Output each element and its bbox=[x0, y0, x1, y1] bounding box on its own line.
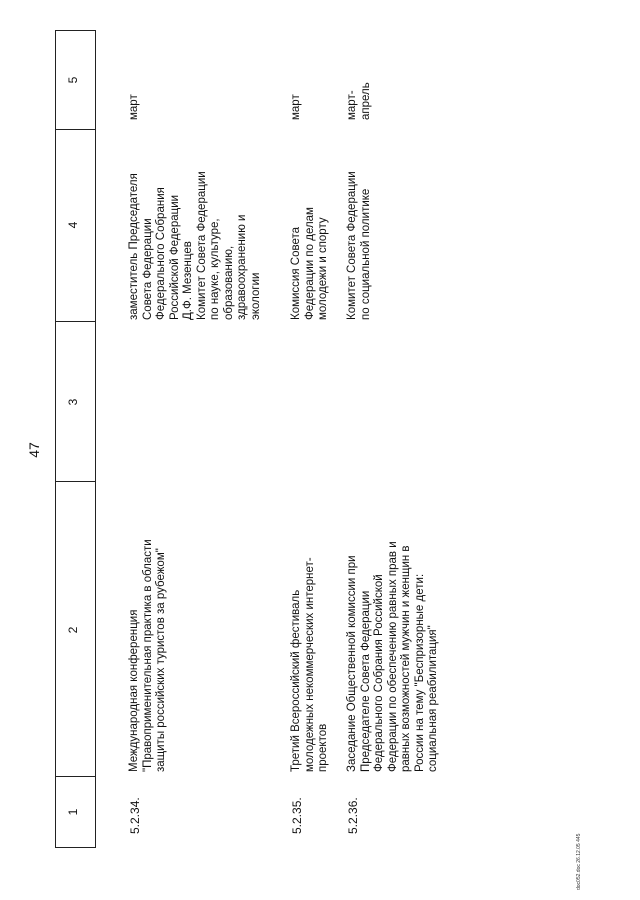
column-number-1: 1 bbox=[66, 808, 80, 816]
column-number-2: 2 bbox=[66, 626, 80, 634]
document-footer: doc052.doc 26.12.05 445 bbox=[576, 833, 582, 890]
header-divider-left bbox=[55, 847, 95, 848]
event-date: март bbox=[128, 94, 140, 120]
column-number-4: 4 bbox=[66, 221, 80, 229]
row-number: 5.2.35. bbox=[290, 797, 304, 834]
event-date: март- апрель bbox=[346, 82, 372, 120]
event-date: март bbox=[290, 94, 302, 120]
header-divider-2-3 bbox=[55, 481, 95, 482]
event-title: Третий Всероссийский фестиваль молодежных некоммерческих интернет- проектов bbox=[290, 557, 329, 772]
column-number-5: 5 bbox=[66, 76, 80, 84]
responsible: заместитель Председателя Совета Федерации Федерального Собрания Российской Федерации Д.Ф. Мезенцев Комитет Совета Федерации по науке, культуре, образованию, здравоохранению и экологии bbox=[128, 171, 262, 320]
header-divider-right bbox=[55, 30, 95, 31]
header-bottom-border bbox=[95, 30, 96, 848]
responsible: Комиссия Совета Федерации по делам молодежи и спорту bbox=[290, 207, 329, 320]
header-divider-1-2 bbox=[55, 776, 95, 777]
row-number: 5.2.36. bbox=[346, 797, 360, 834]
event-title: Заседание Общественной комиссии при Председателе Совета Федерации Федерального Собрания Российской Федерации по обеспечению равных прав и равных возможностей мужчин и женщин в России на тему "Беспризорные дети: социальная реабилитация" bbox=[346, 541, 439, 772]
row-number: 5.2.34. bbox=[128, 797, 142, 834]
column-number-3: 3 bbox=[66, 398, 80, 406]
header-divider-3-4 bbox=[55, 321, 95, 322]
page-number: 47 bbox=[26, 442, 42, 458]
responsible: Комитет Совета Федерации по социальной политике bbox=[346, 171, 372, 320]
event-title: Международная конференция "Правоприменительная практика в области защиты российских туристов за рубежом" bbox=[128, 539, 167, 772]
header-divider-4-5 bbox=[55, 129, 95, 130]
header-top-border bbox=[55, 30, 56, 848]
